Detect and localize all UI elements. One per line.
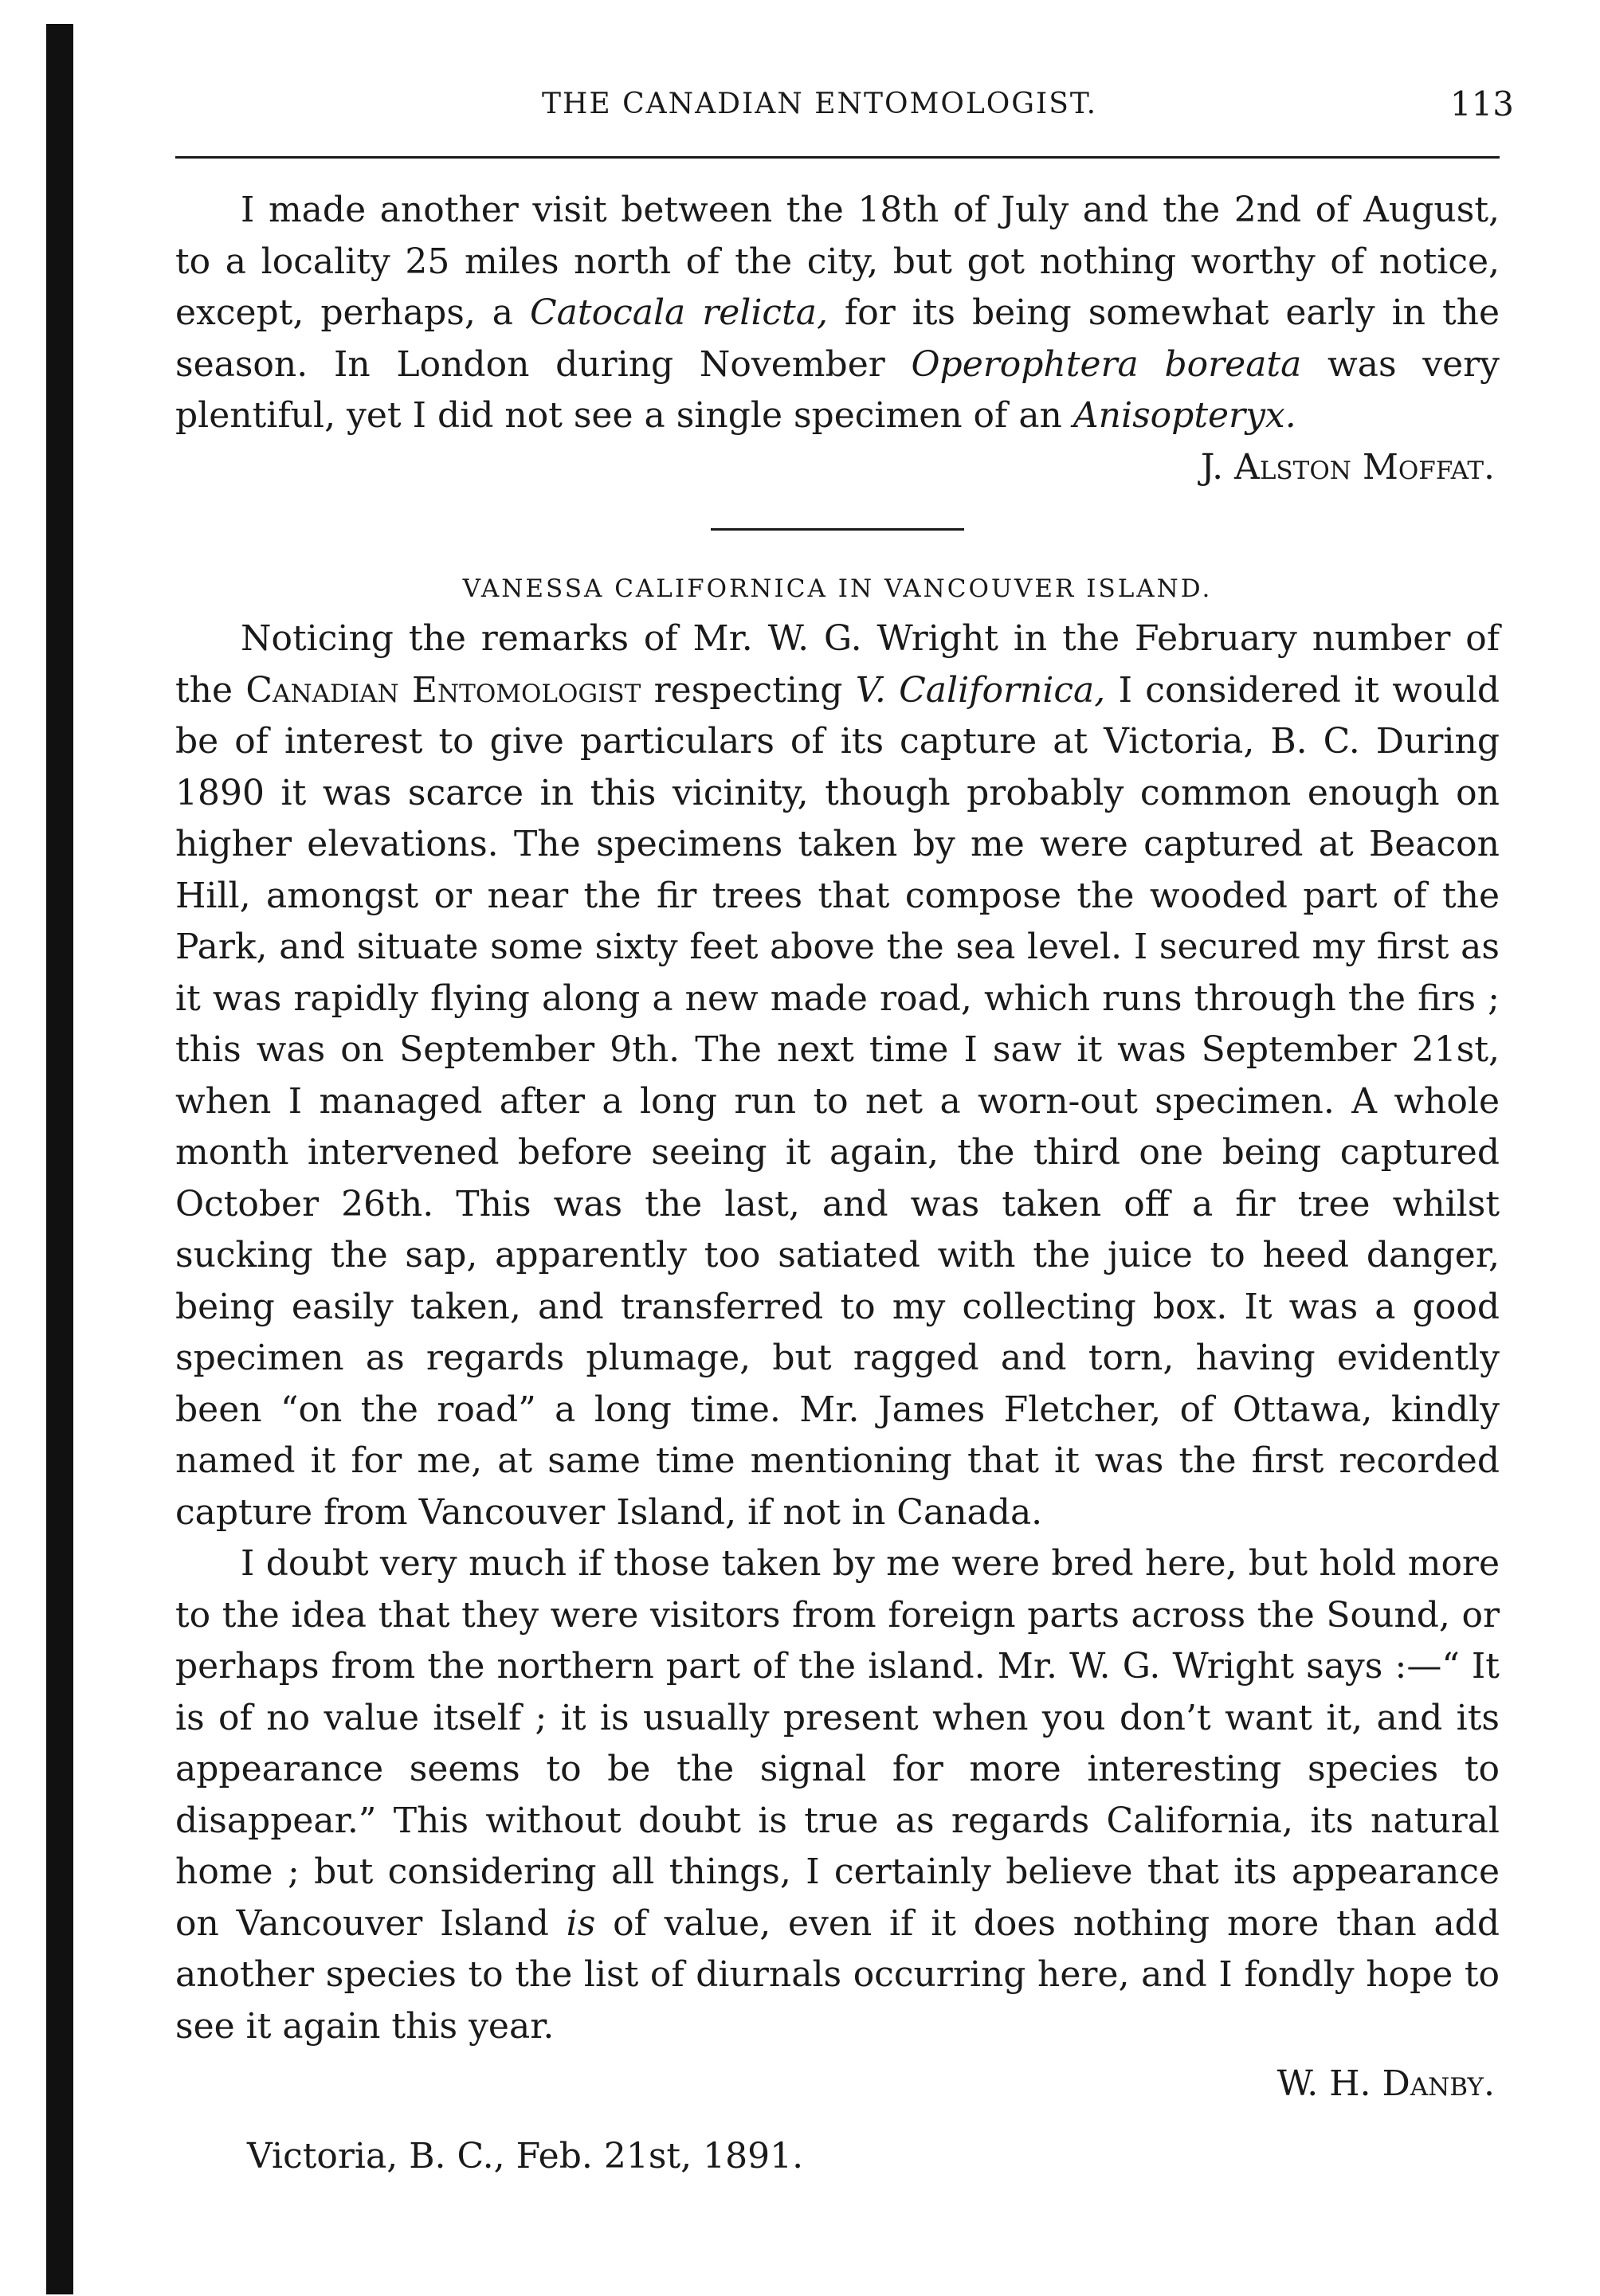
article-paragraph: I doubt very much if those taken by me were bred here, but hold more to the idea that they were visitors from foreign parts across the Sound, or perhaps from the northern part of the island. Mr. W. G. Wright says :—“ It is of no value itself ; it is usually present when you don’t want it, and its appearance seems to be the signal for more interesting species to disappear.” This without doubt is true as regards California, its natural home ; but considering all things, I certainly believe that its appearance on Vancouver Island is of value, even if it does nothing more than add another species to the list of diurnals occurring here, and I fondly hope to see it again this year. bbox=[175, 1543, 1500, 2047]
page-header bbox=[175, 81, 1514, 137]
species-name: V. Californica, bbox=[855, 669, 1106, 711]
section-divider bbox=[711, 528, 964, 531]
article-signature: W. H. Danby. bbox=[1276, 2063, 1495, 2104]
page-number: 113 bbox=[1449, 84, 1514, 123]
emphasis: is bbox=[566, 1902, 596, 1944]
letter-signature: J. Alston Moffat. bbox=[1200, 446, 1495, 488]
header-rule bbox=[175, 156, 1500, 159]
species-name: Operophtera boreata bbox=[911, 343, 1302, 385]
article-paragraph: Noticing the remarks of Mr. W. G. Wright in the February number of the Canadian Entomologist respecting V. Californica, I considered it would be of interest to give particulars of its capture at Victoria, B. C. During 1890 it was scarce in this vicinity, though probably common enough on higher elevations. The specimens taken by me were captured at Beacon Hill, amongst or near the fir trees that compose the wooded part of the Park, and situate some sixty feet above the sea level. I secured my first as it was rapidly flying along a new made road, which runs through the firs ; this was on September 9th. The next time I saw it was September 21st, when I managed after a long run to net a worn-out specimen. A whole month intervened before seeing it again, the third one being captured October 26th. This was the last, and was taken off a fir tree whilst sucking the sap, apparently too satiated with the juice to heed danger, being easily taken, and transferred to my collecting box. It was a good specimen as regards plumage, but ragged and torn, having evidently been “on the road” a long time. Mr. James Fletcher, of Ottawa, kindly named it for me, at same time mentioning that it was the first recorded capture from Vancouver Island, if not in Canada. bbox=[175, 618, 1500, 1533]
letter-paragraph: I made another visit between the 18th of July and the 2nd of August, to a locality 25 miles north of the city, but got nothing worthy of notice, except, perhaps, a Catocala relicta, for its being somewhat early in the season. In London during November Operophtera boreata was very plentiful, yet I did not see a single specimen of an Anisopteryx. bbox=[175, 190, 1500, 436]
species-name: Catocala relicta, bbox=[530, 292, 828, 333]
running-title: THE CANADIAN ENTOMOLOGIST. bbox=[542, 88, 1098, 120]
page-body bbox=[175, 185, 1500, 2182]
page-binding-edge bbox=[46, 24, 73, 2294]
journal-name: Canadian Entomologist bbox=[245, 669, 641, 711]
species-name: Anisopteryx. bbox=[1073, 395, 1296, 436]
dateline: Victoria, B. C., Feb. 21st, 1891. bbox=[247, 2135, 804, 2176]
article-heading: VANESSA CALIFORNICA IN VANCOUVER ISLAND. bbox=[462, 574, 1213, 603]
